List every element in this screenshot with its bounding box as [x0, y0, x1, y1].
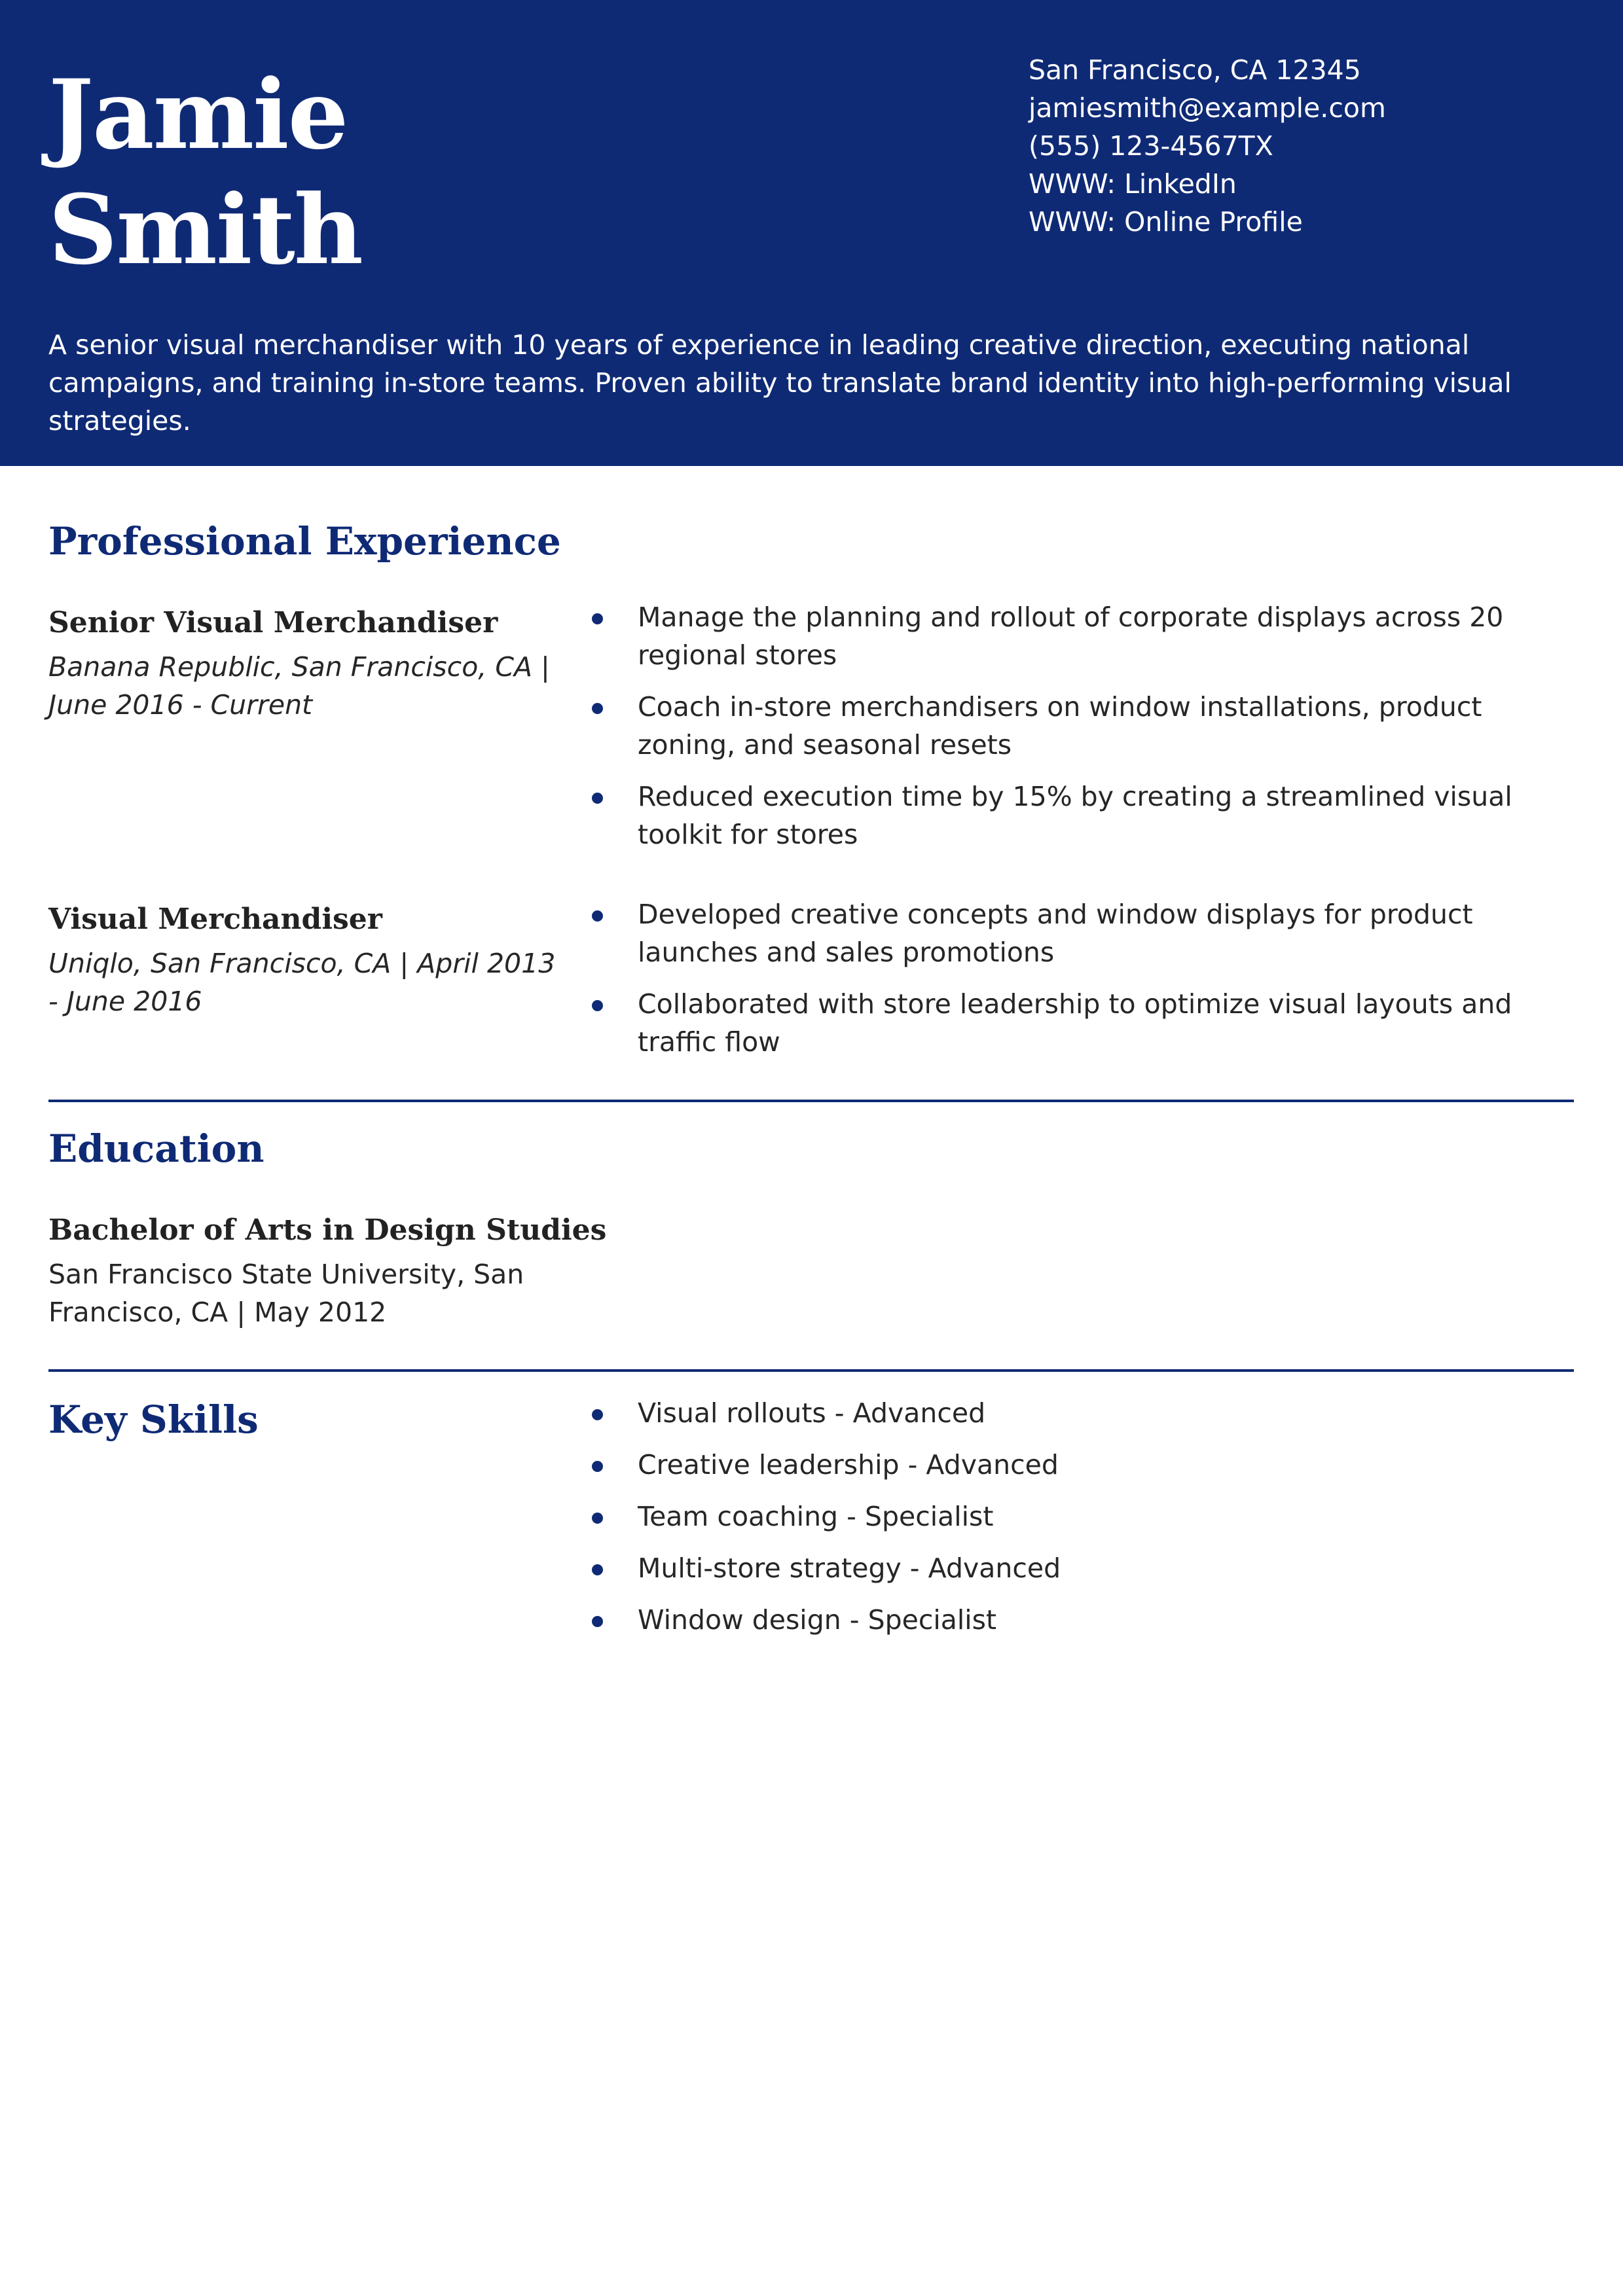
- skill-item: [589, 1549, 1571, 1587]
- bullet-dot-icon: [592, 910, 603, 922]
- bullet-dot-icon: [592, 1513, 603, 1524]
- bullet-dot-icon: [592, 793, 603, 804]
- contact-linkedin: WWW: LinkedIn: [1029, 168, 1237, 200]
- contact-email: jamiesmith@example.com: [1029, 92, 1386, 124]
- resume-header: [0, 0, 1623, 466]
- job-title: Visual Merchandiser: [48, 903, 382, 936]
- section-title-education: Education: [48, 1126, 264, 1171]
- job-bullet-list: [589, 895, 1571, 1075]
- contact-online-profile: WWW: Online Profile: [1029, 206, 1303, 238]
- job-bullet: [589, 598, 1571, 674]
- job-bullet: [589, 778, 1571, 853]
- skill-text: Visual rollouts - Advanced: [638, 1397, 986, 1429]
- skill-text: Team coaching - Specialist: [638, 1501, 994, 1532]
- bullet-dot-icon: [592, 1409, 603, 1420]
- bullet-dot-icon: [592, 703, 603, 714]
- education-institution: San Francisco State University, San Francisco, CA | May 2012: [48, 1259, 524, 1328]
- skill-text: Multi-store strategy - Advanced: [638, 1552, 1061, 1584]
- section-title-skills: Key Skills: [48, 1397, 259, 1442]
- bullet-dot-icon: [592, 1000, 603, 1011]
- contact-address: San Francisco, CA 12345: [1029, 54, 1361, 86]
- section-title-experience: Professional Experience: [48, 519, 561, 564]
- skill-item: [589, 1394, 1571, 1432]
- skill-text: Creative leadership - Advanced: [638, 1449, 1059, 1480]
- candidate-name: [48, 58, 362, 288]
- degree-title: Bachelor of Arts in Design Studies: [48, 1213, 607, 1247]
- job-bullet-text: Coach in-store merchandisers on window installations, product zoning, and seasonal resets: [638, 691, 1482, 761]
- job-bullet-text: Developed creative concepts and window displays for product launches and sales promotions: [638, 899, 1473, 968]
- section-divider: [48, 1100, 1574, 1102]
- job-employer-dates: Uniqlo, San Francisco, CA | April 2013 - June 2016: [48, 948, 556, 1017]
- job-bullet-text: Collaborated with store leadership to optimize visual layouts and traffic flow: [638, 988, 1512, 1058]
- professional-summary: A senior visual merchandiser with 10 years of experience in leading creative direction, executing national campaigns, and training in-store teams. Proven ability to translate brand identity into high-performing visual strategies.: [48, 329, 1512, 437]
- skill-item: [589, 1601, 1571, 1639]
- job-bullet-text: Manage the planning and rollout of corporate displays across 20 regional stores: [638, 601, 1504, 671]
- job-title: Senior Visual Merchandiser: [48, 606, 498, 639]
- job-bullet: [589, 895, 1571, 971]
- first-name: Jamie: [48, 59, 348, 171]
- contact-phone: (555) 123-4567TX: [1029, 130, 1273, 162]
- job-bullet-text: Reduced execution time by 15% by creating a streamlined visual toolkit for stores: [638, 781, 1512, 850]
- bullet-dot-icon: [592, 613, 603, 624]
- skill-item: [589, 1498, 1571, 1535]
- job-bullet: [589, 688, 1571, 764]
- skills-list: [589, 1394, 1571, 1653]
- contact-info: [1029, 51, 1386, 241]
- bullet-dot-icon: [592, 1616, 603, 1627]
- skill-item: [589, 1446, 1571, 1484]
- skill-text: Window design - Specialist: [638, 1604, 997, 1636]
- bullet-dot-icon: [592, 1461, 603, 1472]
- bullet-dot-icon: [592, 1564, 603, 1575]
- job-bullet-list: [589, 598, 1571, 867]
- job-bullet: [589, 985, 1571, 1061]
- section-divider: [48, 1369, 1574, 1372]
- job-employer-dates: Banana Republic, San Francisco, CA | June 2016 - Current: [48, 651, 550, 721]
- last-name: Smith: [48, 174, 362, 286]
